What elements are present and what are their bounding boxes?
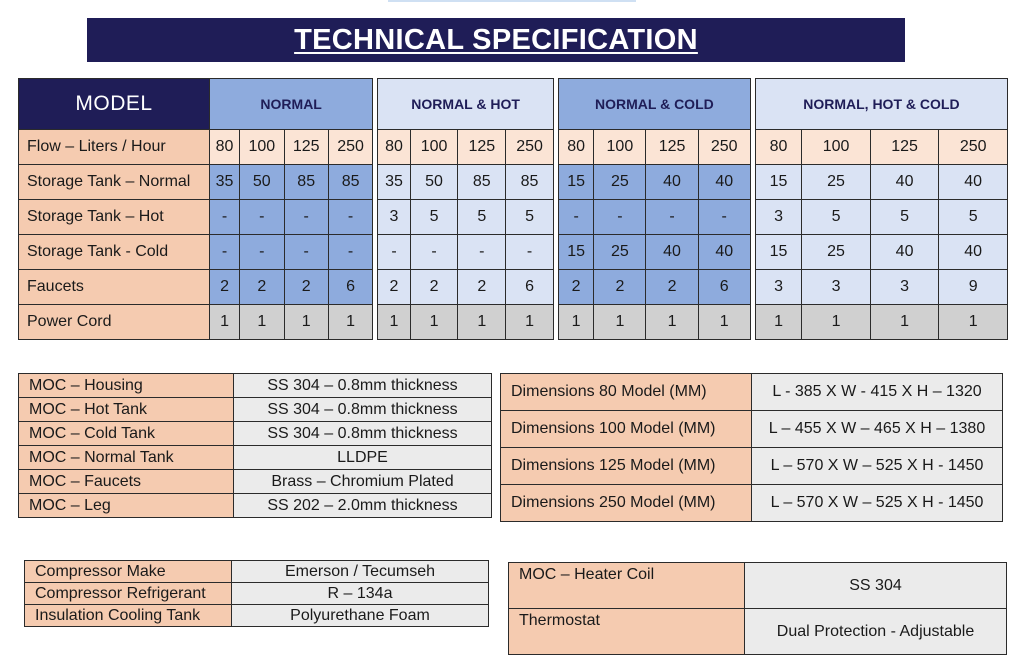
spec-cell: 2	[646, 270, 698, 305]
dimension-row	[501, 374, 1003, 411]
spec-cell: 15	[558, 235, 593, 270]
spec-cell: 35	[210, 165, 240, 200]
spec-cell: -	[506, 235, 554, 270]
spec-cell: -	[210, 235, 240, 270]
spec-cell: -	[328, 235, 372, 270]
spec-header-row	[19, 79, 1008, 130]
spec-cell: 100	[594, 130, 646, 165]
spec-cell: 100	[240, 130, 284, 165]
spec-cell: 15	[755, 165, 801, 200]
spec-cell: 6	[506, 270, 554, 305]
group-header-1: NORMAL & HOT	[378, 79, 554, 130]
spec-cell: 80	[558, 130, 593, 165]
heater-value: Dual Protection - Adjustable	[745, 609, 1007, 655]
spec-cell: 1	[558, 305, 593, 340]
spec-cell: 5	[458, 200, 506, 235]
page-title: TECHNICAL SPECIFICATION	[294, 23, 698, 56]
heater-value: SS 304	[745, 563, 1007, 609]
compressor-value: Polyurethane Foam	[232, 605, 489, 627]
title-banner	[87, 18, 905, 62]
moc-key: MOC – Normal Tank	[19, 446, 234, 470]
spec-cell: 15	[558, 165, 593, 200]
spec-cell: 40	[646, 235, 698, 270]
spec-cell: 1	[802, 305, 871, 340]
spec-cell: 3	[870, 270, 939, 305]
spec-cell: 1	[210, 305, 240, 340]
dimension-key: Dimensions 80 Model (MM)	[501, 374, 752, 411]
spec-cell: -	[240, 235, 284, 270]
moc-row	[19, 494, 492, 518]
spec-cell: 50	[240, 165, 284, 200]
spec-cell: 80	[755, 130, 801, 165]
heater-row	[509, 563, 1007, 609]
spec-row	[19, 235, 1008, 270]
compressor-table	[24, 560, 489, 627]
spec-cell: 25	[594, 165, 646, 200]
spec-cell: -	[328, 200, 372, 235]
row-label: Flow – Liters / Hour	[19, 130, 210, 165]
heater-row	[509, 609, 1007, 655]
spec-cell: 1	[506, 305, 554, 340]
spec-cell: 3	[755, 270, 801, 305]
spec-row	[19, 305, 1008, 340]
compressor-key: Insulation Cooling Tank	[25, 605, 232, 627]
row-label: Power Cord	[19, 305, 210, 340]
moc-key: MOC – Leg	[19, 494, 234, 518]
spec-cell: -	[210, 200, 240, 235]
model-header: MODEL	[19, 79, 210, 130]
dimension-key: Dimensions 250 Model (MM)	[501, 485, 752, 522]
moc-value: LLDPE	[234, 446, 492, 470]
compressor-key: Compressor Refrigerant	[25, 583, 232, 605]
spec-table	[18, 78, 1008, 340]
spec-cell: 40	[698, 165, 750, 200]
moc-row	[19, 446, 492, 470]
moc-value: SS 304 – 0.8mm thickness	[234, 398, 492, 422]
spec-cell: 5	[939, 200, 1008, 235]
spec-cell: 250	[328, 130, 372, 165]
row-label: Storage Tank - Cold	[19, 235, 210, 270]
spec-cell: 85	[284, 165, 328, 200]
spec-cell: 1	[328, 305, 372, 340]
dimension-value: L – 570 X W – 525 X H - 1450	[752, 448, 1003, 485]
spec-cell: 1	[646, 305, 698, 340]
dimension-row	[501, 485, 1003, 522]
compressor-value: R – 134a	[232, 583, 489, 605]
spec-cell: 2	[378, 270, 410, 305]
compressor-row	[25, 605, 489, 627]
moc-key: MOC – Cold Tank	[19, 422, 234, 446]
spec-cell: 1	[458, 305, 506, 340]
spec-cell: 125	[284, 130, 328, 165]
spec-cell: 40	[870, 165, 939, 200]
group-header-2: NORMAL & COLD	[558, 79, 750, 130]
dimension-key: Dimensions 100 Model (MM)	[501, 411, 752, 448]
spec-cell: -	[458, 235, 506, 270]
dimensions-table	[500, 373, 1003, 522]
spec-cell: 85	[328, 165, 372, 200]
spec-cell: 6	[698, 270, 750, 305]
spec-cell: 6	[328, 270, 372, 305]
spec-cell: 85	[458, 165, 506, 200]
spec-cell: -	[410, 235, 458, 270]
compressor-key: Compressor Make	[25, 561, 232, 583]
spec-cell: -	[378, 235, 410, 270]
spec-cell: 1	[284, 305, 328, 340]
spec-cell: 125	[458, 130, 506, 165]
spec-cell: 3	[378, 200, 410, 235]
spec-cell: 40	[939, 235, 1008, 270]
spec-cell: 100	[802, 130, 871, 165]
spec-cell: 3	[802, 270, 871, 305]
compressor-row	[25, 583, 489, 605]
spec-cell: -	[284, 200, 328, 235]
spec-cell: 5	[870, 200, 939, 235]
top-accent-line	[388, 0, 636, 2]
moc-row	[19, 470, 492, 494]
group-header-0: NORMAL	[210, 79, 373, 130]
spec-cell: 15	[755, 235, 801, 270]
spec-cell: 80	[210, 130, 240, 165]
moc-table	[18, 373, 492, 518]
spec-cell: 5	[802, 200, 871, 235]
spec-cell: 1	[939, 305, 1008, 340]
spec-cell: 25	[802, 235, 871, 270]
heater-key: Thermostat	[509, 609, 745, 655]
spec-cell: 35	[378, 165, 410, 200]
spec-cell: 25	[802, 165, 871, 200]
spec-cell: 50	[410, 165, 458, 200]
heater-table	[508, 562, 1007, 655]
spec-cell: -	[240, 200, 284, 235]
row-label: Storage Tank – Normal	[19, 165, 210, 200]
spec-cell: 3	[755, 200, 801, 235]
dimension-value: L – 455 X W – 465 X H – 1380	[752, 411, 1003, 448]
moc-value: SS 304 – 0.8mm thickness	[234, 422, 492, 446]
heater-key: MOC – Heater Coil	[509, 563, 745, 609]
spec-cell: 85	[506, 165, 554, 200]
spec-cell: 1	[378, 305, 410, 340]
spec-cell: -	[698, 200, 750, 235]
spec-cell: 2	[210, 270, 240, 305]
moc-value: SS 202 – 2.0mm thickness	[234, 494, 492, 518]
spec-cell: 1	[870, 305, 939, 340]
spec-cell: 1	[594, 305, 646, 340]
compressor-row	[25, 561, 489, 583]
moc-key: MOC – Hot Tank	[19, 398, 234, 422]
spec-cell: 2	[558, 270, 593, 305]
spec-cell: -	[284, 235, 328, 270]
spec-cell: 100	[410, 130, 458, 165]
spec-cell: -	[558, 200, 593, 235]
spec-cell: 1	[410, 305, 458, 340]
moc-row	[19, 398, 492, 422]
dimension-row	[501, 411, 1003, 448]
spec-cell: 2	[594, 270, 646, 305]
spec-cell: 40	[646, 165, 698, 200]
moc-row	[19, 374, 492, 398]
spec-row	[19, 200, 1008, 235]
moc-key: MOC – Faucets	[19, 470, 234, 494]
dimension-value: L – 570 X W – 525 X H - 1450	[752, 485, 1003, 522]
spec-cell: -	[594, 200, 646, 235]
spec-cell: 2	[410, 270, 458, 305]
moc-value: SS 304 – 0.8mm thickness	[234, 374, 492, 398]
spec-cell: 1	[755, 305, 801, 340]
spec-row	[19, 270, 1008, 305]
spec-cell: 40	[939, 165, 1008, 200]
spec-cell: 2	[458, 270, 506, 305]
spec-cell: 2	[284, 270, 328, 305]
spec-cell: 5	[506, 200, 554, 235]
spec-cell: 250	[506, 130, 554, 165]
spec-cell: 40	[698, 235, 750, 270]
spec-cell: 40	[870, 235, 939, 270]
row-label: Faucets	[19, 270, 210, 305]
compressor-value: Emerson / Tecumseh	[232, 561, 489, 583]
moc-value: Brass – Chromium Plated	[234, 470, 492, 494]
spec-cell: 1	[240, 305, 284, 340]
moc-key: MOC – Housing	[19, 374, 234, 398]
spec-cell: 250	[698, 130, 750, 165]
row-label: Storage Tank – Hot	[19, 200, 210, 235]
dimension-key: Dimensions 125 Model (MM)	[501, 448, 752, 485]
group-header-3: NORMAL, HOT & COLD	[755, 79, 1007, 130]
spec-row	[19, 130, 1008, 165]
spec-cell: 250	[939, 130, 1008, 165]
spec-cell: 25	[594, 235, 646, 270]
spec-cell: 9	[939, 270, 1008, 305]
spec-cell: 5	[410, 200, 458, 235]
spec-cell: -	[646, 200, 698, 235]
spec-cell: 125	[646, 130, 698, 165]
dimension-value: L - 385 X W - 415 X H – 1320	[752, 374, 1003, 411]
spec-cell: 80	[378, 130, 410, 165]
spec-cell: 2	[240, 270, 284, 305]
moc-row	[19, 422, 492, 446]
spec-cell: 1	[698, 305, 750, 340]
dimension-row	[501, 448, 1003, 485]
spec-cell: 125	[870, 130, 939, 165]
spec-row	[19, 165, 1008, 200]
